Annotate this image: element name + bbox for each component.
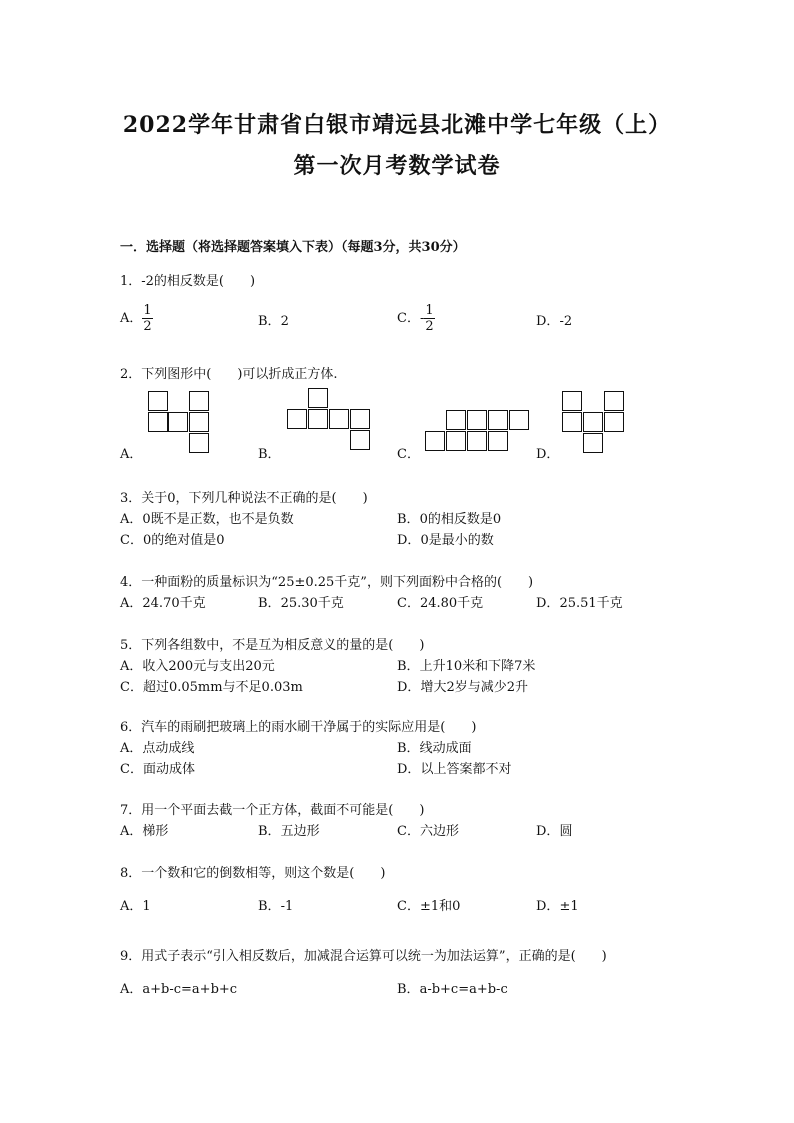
question-9-stem: 9．用式子表示“引入相反数后，加减混合运算可以统一为加法运算”，正确的是( )	[120, 949, 607, 964]
q2-option-a: A．	[120, 447, 143, 462]
q7-option-a: A．梯形	[120, 824, 169, 839]
q5-option-b: B．上升10米和下降7米	[397, 659, 536, 674]
fraction: $\frac{1}{2}$	[425, 303, 434, 334]
q2-option-d: D．	[536, 447, 560, 462]
q8-option-a: A．1	[120, 899, 151, 914]
q1-option-b: B．2	[258, 314, 289, 329]
q1-option-c: C．- $\frac{1}{2}$	[397, 303, 434, 334]
question-8-stem: 8．一个数和它的倒数相等，则这个数是( )	[120, 866, 386, 881]
q8-option-c: C．±1和0	[397, 899, 461, 914]
question-1-stem: 1．-2的相反数是( )	[120, 274, 256, 289]
q4-option-c: C．24.80千克	[397, 596, 484, 611]
q7-option-d: D．圆	[536, 824, 573, 839]
question-6-stem: 6．汽车的雨刷把玻璃上的雨水刷干净属于的实际应用是( )	[120, 720, 477, 735]
page-title: 2022学年甘肃省白银市靖远县北滩中学七年级（上）	[122, 112, 672, 138]
q9-option-a: A．a+b-c=a+b+c	[120, 982, 238, 997]
q6-option-a: A．点动成线	[120, 741, 195, 756]
q3-option-c: C．0的绝对值是0	[120, 533, 225, 548]
q3-option-d: D．0是最小的数	[397, 533, 494, 548]
question-4-stem: 4．一种面粉的质量标识为“25±0.25千克”，则下列面粉中合格的( )	[120, 575, 534, 590]
q1-option-d: D．-2	[536, 314, 573, 329]
q3-option-a: A．0既不是正数，也不是负数	[120, 512, 294, 527]
q5-option-d: D．增大2岁与减少2升	[397, 680, 528, 695]
fraction: $\frac{1}{2}$	[143, 303, 152, 334]
question-3-stem: 3．关于0，下列几种说法不正确的是( )	[120, 491, 368, 506]
question-2-stem: 2．下列图形中( )可以折成正方体.	[120, 367, 338, 382]
q9-option-b: B．a-b+c=a+b-c	[397, 982, 508, 997]
section-heading: 一．选择题（将选择题答案填入下表）（每题3分，共30分）	[120, 240, 466, 255]
page-subtitle: 第一次月考数学试卷	[293, 153, 501, 179]
q2-option-b: B．	[258, 447, 281, 462]
question-5-stem: 5．下列各组数中，不是互为相反意义的量的是( )	[120, 638, 425, 653]
q7-option-b: B．五边形	[258, 824, 320, 839]
q6-option-d: D．以上答案都不对	[397, 762, 512, 777]
q7-option-c: C．六边形	[397, 824, 459, 839]
q2-option-c: C．	[397, 447, 420, 462]
q4-option-d: D．25.51千克	[536, 596, 623, 611]
q6-option-c: C．面动成体	[120, 762, 195, 777]
q5-option-c: C．超过0.05mm与不足0.03m	[120, 680, 303, 695]
q4-option-b: B．25.30千克	[258, 596, 344, 611]
question-7-stem: 7．用一个平面去截一个正方体，截面不可能是( )	[120, 803, 425, 818]
q6-option-b: B．线动成面	[397, 741, 472, 756]
q8-option-d: D．±1	[536, 899, 579, 914]
q4-option-a: A．24.70千克	[120, 596, 206, 611]
q8-option-b: B．-1	[258, 899, 294, 914]
q3-option-b: B．0的相反数是0	[397, 512, 502, 527]
q5-option-a: A．收入200元与支出20元	[120, 659, 275, 674]
q1-option-a: A． $\frac{1}{2}$	[120, 303, 152, 334]
